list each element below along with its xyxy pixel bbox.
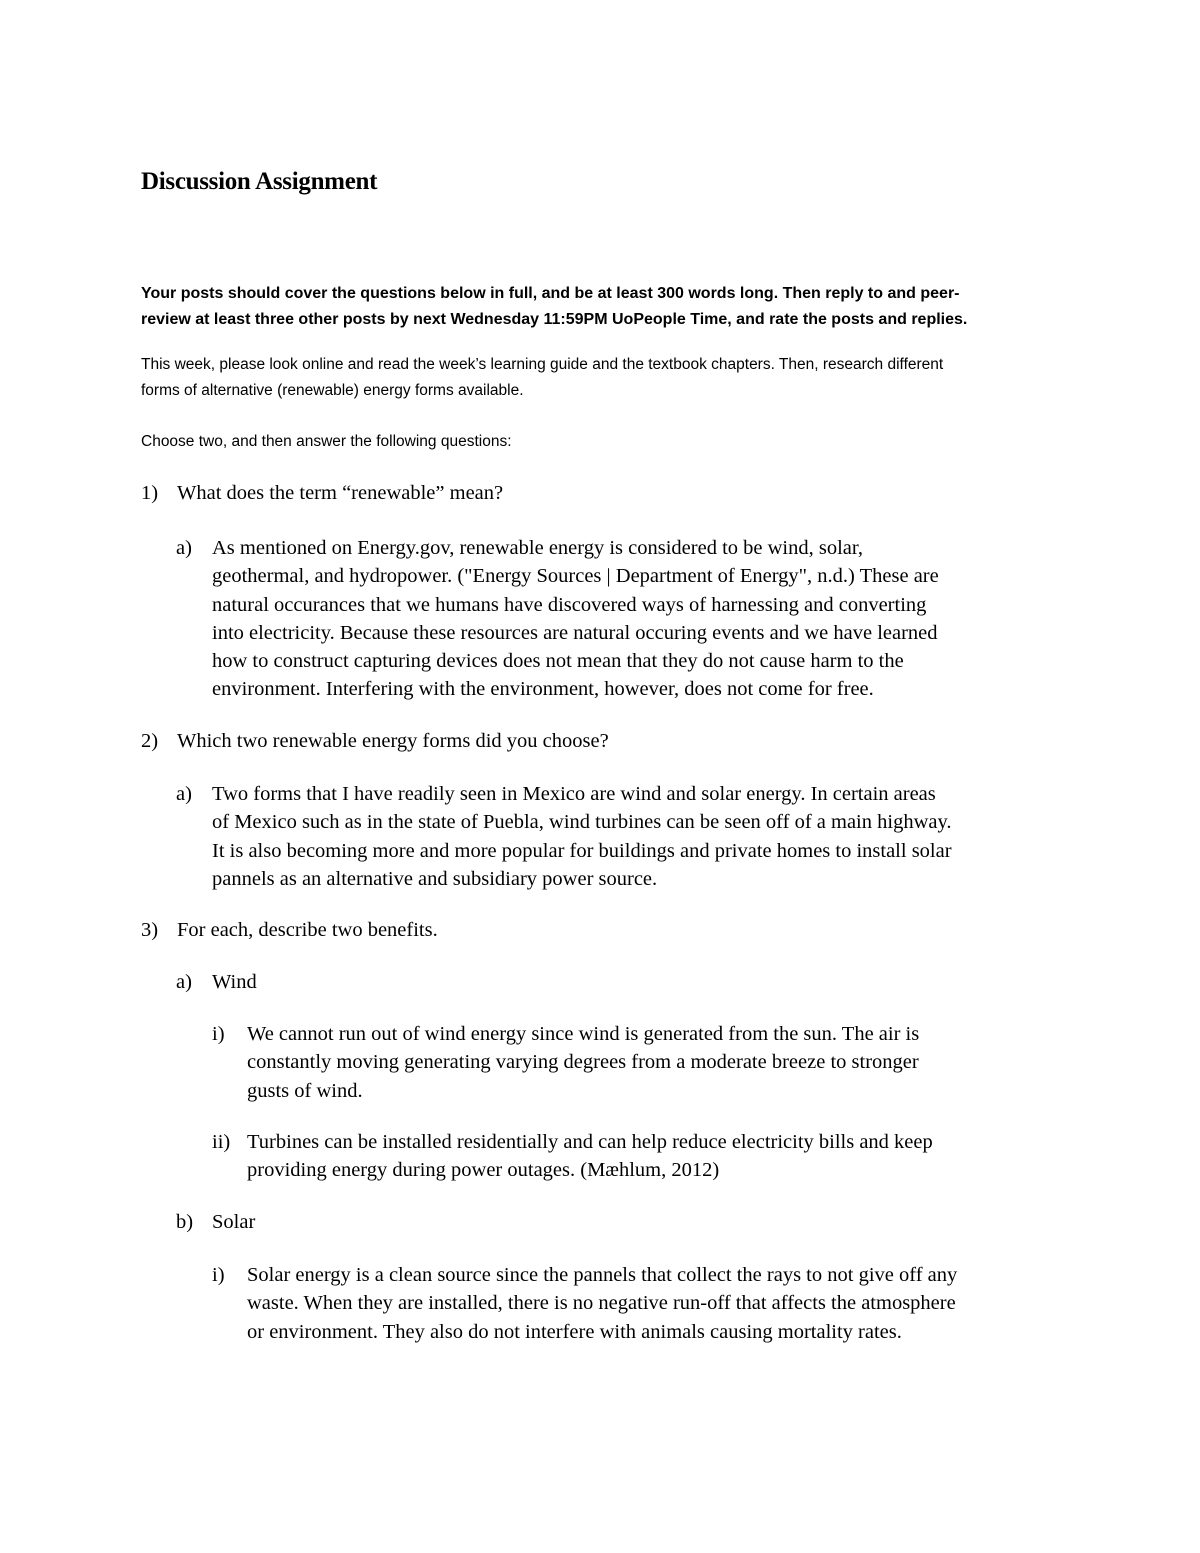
benefit-line: waste. When they are installed, there is no negative run-off that affects the atmosphere — [247, 1292, 956, 1315]
benefit-line: Turbines can be installed residentially and can help reduce electricity bills and keep — [247, 1131, 933, 1153]
document-title: Discussion Assignment — [141, 168, 378, 195]
benefit-line: constantly moving generating varying degrees from a moderate breeze to stronger — [247, 1051, 919, 1074]
benefit-line: gusts of wind. — [247, 1079, 363, 1102]
answer-line: how to construct capturing devices does not mean that they do not cause harm to the — [212, 650, 904, 673]
list-marker: i) — [212, 1023, 225, 1045]
instructions-line: Your posts should cover the questions below in full, and be at least 300 words long. Then reply to and peer- — [141, 285, 960, 302]
answer-line: As mentioned on Energy.gov, renewable energy is considered to be wind, solar, — [212, 537, 864, 559]
list-marker: 2) — [141, 730, 159, 752]
list-marker: 1) — [141, 482, 159, 504]
list-marker: 3) — [141, 919, 159, 941]
question-text: For each, describe two benefits. — [177, 919, 438, 941]
benefit-line: Solar energy is a clean source since the pannels that collect the rays to not give off any — [247, 1264, 958, 1286]
list-marker: i) — [212, 1264, 225, 1286]
list-marker: b) — [176, 1211, 194, 1233]
list-marker: a) — [176, 971, 192, 993]
answer-line: into electricity. Because these resources are natural occuring events and we have learned — [212, 621, 938, 644]
assignment-instructions — [141, 281, 1061, 333]
subitem-wind — [176, 968, 257, 996]
answer-line: natural occurances that we humans have discovered ways of harnessing and converting — [212, 593, 927, 616]
wind-benefit-i — [212, 1020, 919, 1105]
choose-instruction — [141, 429, 1061, 455]
question-text: What does the term “renewable” mean? — [177, 482, 504, 504]
solar-benefit-i — [212, 1261, 957, 1346]
answer-line: Two forms that I have readily seen in Mexico are wind and solar energy. In certain areas — [212, 783, 936, 805]
intro-line: forms of alternative (renewable) energy forms available. — [141, 382, 524, 399]
benefit-line: providing energy during power outages. (Mæhlum, 2012) — [247, 1159, 720, 1182]
instructions-line: review at least three other posts by next Wednesday 11:59PM UoPeople Time, and rate the posts and replies. — [141, 311, 968, 328]
choose-line: Choose two, and then answer the following questions: — [141, 433, 512, 450]
list-marker: a) — [176, 537, 192, 559]
answer-line: geothermal, and hydropower. ("Energy Sources | Department of Energy", n.d.) These are — [212, 565, 939, 588]
intro-paragraph — [141, 352, 1061, 404]
benefit-line: We cannot run out of wind energy since wind is generated from the sun. The air is — [247, 1023, 920, 1045]
question-2 — [141, 727, 609, 755]
answer-line: environment. Interfering with the environment, however, does not come for free. — [212, 678, 874, 701]
question-text: Which two renewable energy forms did you choose? — [177, 730, 609, 752]
wind-benefit-ii — [212, 1128, 933, 1185]
answer-line: It is also becoming more and more popular for buildings and private homes to install solar — [212, 839, 952, 862]
intro-line: This week, please look online and read the week’s learning guide and the textbook chapters. Then, research different — [141, 356, 944, 373]
list-marker: ii) — [212, 1131, 231, 1153]
list-marker: a) — [176, 783, 192, 805]
subitem-solar — [176, 1208, 255, 1236]
question-1 — [141, 479, 503, 507]
answer-line: of Mexico such as in the state of Puebla, wind turbines can be seen off of a main highway. — [212, 811, 952, 834]
subitem-label: Wind — [212, 971, 257, 993]
answer-line: pannels as an alternative and subsidiary power source. — [212, 867, 658, 890]
answer-1a — [176, 534, 939, 704]
question-3 — [141, 916, 438, 944]
benefit-line: or environment. They also do not interfere with animals causing mortality rates. — [247, 1320, 902, 1343]
subitem-label: Solar — [212, 1211, 256, 1233]
answer-2a — [176, 780, 952, 893]
